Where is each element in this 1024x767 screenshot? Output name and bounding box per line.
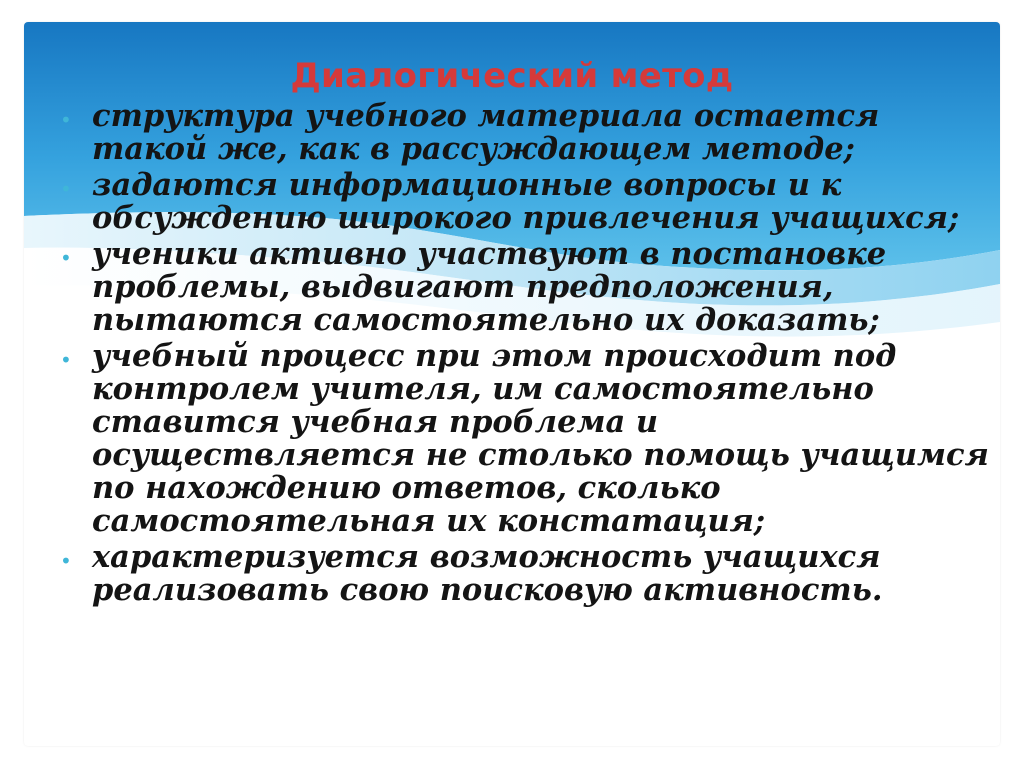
bullet-text: характеризуется возможность учащихся реализовать свою поисковую активность. bbox=[92, 539, 883, 608]
bullet-item bbox=[60, 100, 990, 166]
bullet-item bbox=[60, 238, 990, 337]
bullet-marker: • bbox=[60, 246, 72, 270]
bullet-text: ученики активно участвуют в постановке проблемы, выдвигают предположения, пытаются самостоятельно их доказать; bbox=[92, 236, 887, 338]
slide-title: Диалогический метод bbox=[290, 56, 734, 96]
bullet-text: задаются информационные вопросы и к обсуждению широкого привлечения учащихся; bbox=[92, 167, 960, 236]
bullet-marker: • bbox=[60, 549, 72, 573]
bullet-list bbox=[60, 100, 990, 610]
bullet-marker: • bbox=[60, 348, 72, 372]
bullet-item bbox=[60, 340, 990, 538]
bullet-marker: • bbox=[60, 177, 72, 201]
bullet-marker: • bbox=[60, 108, 72, 132]
bullet-item bbox=[60, 541, 990, 607]
slide bbox=[24, 22, 1000, 746]
bullet-text: структура учебного материала остается такой же, как в рассуждающем методе; bbox=[92, 98, 880, 167]
bullet-text: учебный процесс при этом происходит под контролем учителя, им самостоятельно ставится учебная проблема и осуществляется не столько помощь учащимся по нахождению ответов, сколько самостоятельная их констатация; bbox=[92, 338, 989, 539]
bullet-item bbox=[60, 169, 990, 235]
